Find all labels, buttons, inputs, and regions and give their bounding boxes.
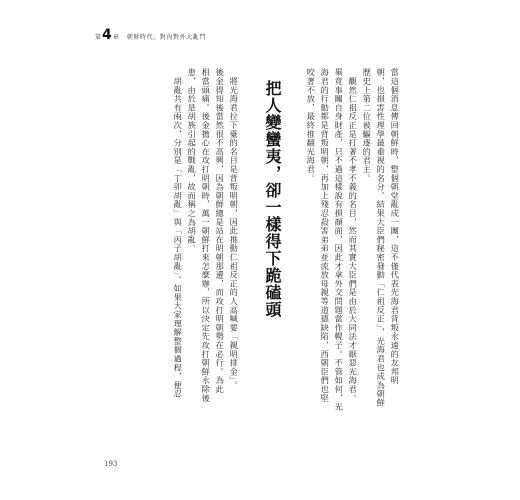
section-heading: 把人變蠻夷，卻一樣得下跪磕頭 bbox=[263, 80, 282, 318]
text-column: 朝，也損害性理學最重視的名分。結果大臣們秘密發動「仁祖反正」，光海君也成為朝鮮 bbox=[376, 68, 387, 408]
text-column: 歷史上第二位被驅逐的君主。 bbox=[362, 68, 373, 183]
text-column: 胡亂共有兩次，分別是「丁卯胡亂」與「丙子胡亂」。如果大家理解整個過程，便忍 bbox=[173, 68, 184, 399]
page-number: 193 bbox=[104, 460, 118, 468]
chapter-header bbox=[95, 27, 206, 43]
text-column: 相當頭痛。後金擔心在攻打明朝時，萬一朝鮮打來怎麼辦，所以決定先攻打朝鮮永除後 bbox=[201, 68, 212, 403]
text-column: 後金得知後當然很不高興，因為朝鮮總是站在明朝那邊，而攻打明朝勢在必行。為此 bbox=[215, 68, 226, 394]
text-column: 咬著不放，最終推翻光海君。 bbox=[306, 68, 317, 183]
text-column: 患，由於是胡族引起的戰亂，故而稱之為胡亂。 bbox=[187, 68, 198, 253]
chapter-prefix: 第 bbox=[95, 34, 102, 41]
text-column: 觀然仁祖反正是打著不孝不義的名目，然而其實大臣們是由於大同法才厭惡光海君。 bbox=[348, 68, 359, 403]
text-column: 將光海君拉下臺的名目是背叛明朝，因此推動仁祖反正的人高喊要「親明排金」。 bbox=[229, 68, 240, 390]
text-column: 當這個消息傳回朝鮮時，整個朝堂亂成一團，這不僅代表光海君背叛永遠的友邦明 bbox=[390, 68, 401, 385]
chapter-number: 4 bbox=[102, 27, 112, 43]
chapter-suffix: 章 bbox=[112, 34, 119, 41]
text-column: 海君的行動都是背叛明朝，再加上殘忍殺害弟弟並流放母親等道德缺陷，西朝臣們也堅 bbox=[320, 68, 331, 403]
text-column: 畢竟事關自身財產，只不過這樣說有損顏面，因此才拿外交問題當作幌子。不管如何，光 bbox=[334, 68, 345, 412]
chapter-title: 朝鮮時代，對內對外大亂鬥 bbox=[126, 34, 206, 41]
